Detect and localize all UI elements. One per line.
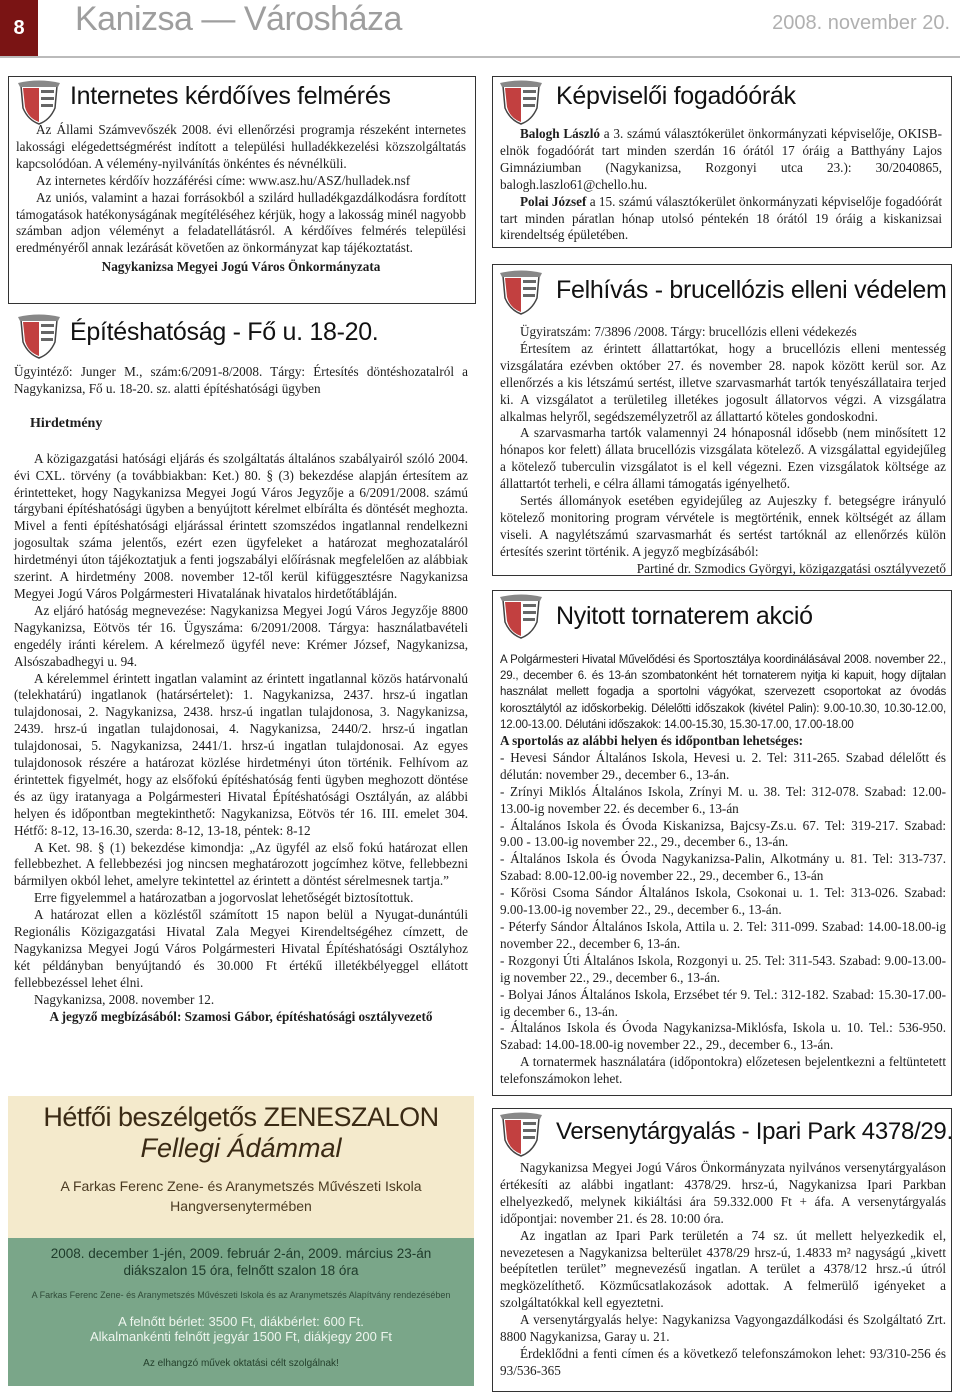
gym-item: - Általános Iskola és Óvoda Nagykanizsa-Palin, Alkotmány u. 81. Tel: 313-737. Szabad: 8.00-12.00-ig november 22., 29., december 6., 13-án bbox=[500, 851, 946, 884]
hirdetmeny-heading: Hirdetmény bbox=[30, 415, 103, 431]
building-authority-para: A közigazgatási hatósági eljárás és szolgáltatás általános szabályairól szóló 2004. évi CXL. törvény (a továbbiakban: Ket.) 80. § (3) bekezdése alapján értesítem az érintetteket, hogy Nagykanizsa Megyei Jogú Város Jegyzője a 6/2091/2008. számú tárgybani építéshatósági ügyben a benyújtott kérelmet elbírálta és döntését meghozta. Mivel a fenti építéshatósági eljárással érintett szomszédos ingatlannal rendelkezni jogosultak száma jelentős, ezért ezen ügyfeleket a határozat meghozataláról hirdetményi úton tájékoztatjuk a fenti jogszabályi előírásnak megfelelően az alábbiak szerint. A hirdetmény 2008. november 12-től kerül kifüggesztésre Nagykanizsa Megyei Jogú Város Polgármesteri Hivatalának hivatalos hirdetőtábláján. bbox=[14, 450, 468, 601]
building-authority-para: A határozat ellen a közléstől számított 15 napon belül a Nyugat-dunántúli Regionális Közigazgatási Hivatal Zala Megyei Kirendeltségéhez címzett, de Nagykanizsa Megyei Jogú Város Polgármesteri Hivatal Építéshatósági Osztályhoz két példányban benyújtandó és 30.000 Ft értékű illetékbélyeggel ellátott fellebbezéssel lehet élni. bbox=[14, 907, 468, 990]
rep-2-name: Polai József bbox=[520, 193, 587, 209]
auction-title: Versenytárgyalás - Ipari Park 4378/29. bbox=[556, 1118, 953, 1145]
auction-para: Nagykanizsa Megyei Jogú Város Önkormányzata nyilvános versenytárgyaláson értékesíti az alábbi ingatlant: 4378/29. hrsz-ú, Nagykanizsa Ipari Parkban elhelyezkedő, melynek kikiáltási ára 59.332.000 Ft + áfa. A versenytárgyalás időpontjai: november 21. és 28. 10:00 óra. bbox=[500, 1160, 946, 1226]
internet-survey-body bbox=[16, 122, 466, 276]
gym-item: - Általános Iskola és Óvoda Nagykanizsa-Miklósfa, Iskola u. 10. Tel.: 536-950. Szabad: 14.00-18.00-ig november 22., 29., december 6., 13-án. bbox=[500, 1020, 946, 1053]
brucellosis-title: Felhívás - brucellózis elleni védelem bbox=[556, 276, 947, 304]
crest-icon bbox=[498, 270, 544, 316]
gym-subheading: A sportolás az alábbi helyen és időpontban lehetséges: bbox=[500, 733, 803, 749]
gym-item: - Rozgonyi Úti Általános Iskola, Rozgonyi u. 25. Tel: 311-543. Szabad: 9.00-13.00-ig november 22., 29., december 6., 13-án. bbox=[500, 952, 946, 985]
building-authority-date: Nagykanizsa, 2008. november 12. bbox=[34, 991, 215, 1007]
internet-survey-para-3: Az uniós, valamint a hazai forrásokból a szilárd hulladékgazdálkodásra fordított támogatások hatékonyságának megítéléséhez kérjük, hogy a lakosság minél nagyobb számban adjon véleményt a feladatellátásról. A kérdőíves felmérés települési eredményéről annak lezárását követően az önkormányzat kap tájékoztatást. bbox=[16, 189, 466, 256]
rep-2-text: a 15. számú választókerület önkormányzati képviselője fogadóórát tart minden páratlan hónap utolsó péntekén 18 órától 19 óráig a kiskanizsai kirendeltség épületében. bbox=[500, 193, 942, 243]
issue-date: 2008. november 20. bbox=[772, 12, 950, 34]
crest-icon bbox=[16, 80, 62, 126]
internet-survey-link[interactable]: Az internetes kérdőív hozzáférési címe: www.asz.hu/ASZ/hulladek.nsf bbox=[36, 172, 411, 188]
brucellosis-para: Sertés állományok esetében egyidejűleg az Aujeszky f. betegségre irányuló kötelező monitoring program vérvétele is megtörténik, ennek költségét az állam viseli. A nagylétszámú szarvasmarhát és sertést tartóknál az ellenőrzés külön értesítés szerint történik. A jegyző megbízásából: bbox=[500, 493, 946, 559]
banner-footer: Az elhangzó művek oktatási célt szolgálnak! bbox=[143, 1358, 339, 1369]
internet-survey-para-1: Az Állami Számvevőszék 2008. évi ellenőrzési programja részeként internetes lakossági elégedettségmérést indított a települési hulladékkezelési közszolgáltatás kapcsolódóan. A vélemény-nyilvánítás önkéntes és névnélküli. bbox=[16, 122, 466, 171]
banner-line-4: Hangversenytermében bbox=[170, 1198, 312, 1214]
banner-bottom bbox=[8, 1238, 474, 1386]
building-authority-para: Erre figyelemmel a határozatban a jogorvoslat lehetőségét biztosítottuk. bbox=[34, 890, 414, 906]
gym-outro: A tornatermek használatára (időpontokra) előzetesen bejelentkezni a feltüntetett telefonszámokon lehet. bbox=[500, 1054, 946, 1087]
gym-intro: A Polgármesteri Hivatal Művelődési és Sportosztálya koordinálásával 2008. november 22., 29., december 6. és 13-án szombatonként hét tornaterem nyitja ki kapuit, hogy díjtalan használat mellett fogadja a sportolni vágyókat, szervezett csoportokat az óvodás korosztálytól az időskorbekig. Délelőtti időszakok (kivétel Palin): 9.00-10.30, 10.30-12.00, 12.00-13.00. Délutáni időszakok: 14.00-15.30, 15.30-17.00, 17.00-18.00 bbox=[500, 654, 946, 731]
banner-price-2: Alkalmankénti felnőtt jegyár 1500 Ft, diákjegy 200 Ft bbox=[89, 1329, 393, 1344]
banner-price-1: A felnőtt bérlet: 3500 Ft, diákbérlet: 600 Ft. bbox=[118, 1314, 364, 1329]
gym-item: - Általános Iskola és Óvoda Kiskanizsa, Bajcsy-Zs.u. 67. Tel: 319-217. Szabad: 9.00 - 13.00-ig november 22., 29., december 6., 13-án. bbox=[500, 817, 946, 850]
brucellosis-para: Ügyiratszám: 7/3896 /2008. Tárgy: brucellózis elleni védekezés bbox=[520, 324, 857, 339]
gym-item: - Hevesi Sándor Általános Iskola, Hevesi u. 2. Tel: 311-265. Szabad délelőtt és délután: november 29., december 6., 13-án. bbox=[500, 749, 946, 782]
page-title: Kanizsa — Városháza bbox=[75, 0, 402, 38]
gym-body bbox=[500, 652, 946, 1088]
rep-1-name: Balogh László bbox=[520, 126, 600, 141]
auction-body bbox=[500, 1160, 946, 1380]
crest-icon bbox=[498, 594, 544, 640]
crest-icon bbox=[498, 1112, 544, 1158]
auction-para: Érdeklődni a fenti címen és a következő telefonszámokon lehet: 93/310-256 és 93/536-365 bbox=[500, 1345, 946, 1378]
building-authority-para: Az eljáró hatóság megnevezése: Nagykanizsa Megyei Jogú Város Jegyzője 8800 Nagykanizsa, Eötvös tér 16. Ügyszáma: 6/2091/2008. Tárgya: használatbavételi engedély iránti kérelem. A kérelmező ügyfél neve: Krémer József, Nagykanizsa, Alsószabadhegyi u. 94. bbox=[14, 602, 468, 669]
building-authority-intro: Ügyintéző: Junger M., szám:6/2091-8/2008. Tárgy: Értesítés döntéshozatalról a Nagykanizsa, Fő u. 18-20. sz. alatti építéshatósági ügyben bbox=[14, 364, 468, 396]
representatives-body bbox=[500, 126, 942, 244]
banner-top bbox=[8, 1096, 474, 1238]
building-authority-body bbox=[14, 364, 468, 1026]
gym-item: - Zrínyi Miklós Általános Iskola, Zrínyi M. u. 38. Tel: 312-078. Szabad: 12.00- 13.00-ig november 22. és december 6., 13-án bbox=[500, 783, 946, 816]
banner-line-1: Hétfői beszélgetős ZENESZALON bbox=[43, 1102, 439, 1132]
banner-line-3: A Farkas Ferenc Zene- és Aranymetszés Művészeti Iskola bbox=[60, 1178, 422, 1194]
banner-line-2: Fellegi Ádámmal bbox=[140, 1133, 342, 1163]
gym-item: - Péterfy Sándor Általános Iskola, Attila u. 2. Tel: 311-099. Szabad: 14.00-18.00-ig november 22., december 6, 13-án. bbox=[500, 918, 946, 951]
auction-para: A versenytárgyalás helye: Nagykanizsa Vagyongazdálkodási és Szolgáltató Zrt. 8800 Nagykanizsa, Garay u. 21. bbox=[500, 1312, 946, 1345]
building-authority-para: A kérelemmel érintett ingatlan valamint az érintett ingatlannal közös határvonalú (telekhatárú) ingatlanok (határsértelet): 1. Nagykanizsa, 2437. hrsz-ú ingatlan tulajdonosai, 2. Nagykanizsa, 2438. hrsz-ú ingatlan tulajdonosa, 3. Nagykanizsa, 2439. hrsz-ú ingatlan tulajdonosai, 4. Nagykanizsa, 2440/2. hrsz-ú ingatlan tulajdonosai, 5. Nagykanizsa, 2441/1. hrsz-ú ingatlan tulajdonosai. Az egyes tulajdonosok részére a határozat közlése hirdetményi úton történik. Felhívom az érintettek figyelmét, hogy az elsőfokú építéshatóság fenti ügyben meghozott döntése és az ügy iratanyaga a Polgármesteri Hivatal Építéshatósági Osztályán, az alábbi helyen és időpontban megtekinthető: Nagykanizsa, Eötvös tér 16. III. emelet 304. Hétfő: 8-12, 13-16.30, szerda: 8-12, 13-18, péntek: 8-12 bbox=[14, 670, 468, 838]
page-number: 8 bbox=[0, 0, 38, 56]
building-authority-para: A Ket. 98. § (1) bekezdése kimondja: „Az ügyfél az első fokú határozat ellen fellebbezhet. A fellebbezési jog nincsen meghatározott jogcímhez kötve, fellebbezni bármilyen okból lehet, amelyre tekintettel az érintett a döntést sérelmesnek tartja.” bbox=[14, 839, 468, 889]
internet-survey-signature: Nagykanizsa Megyei Jogú Város Önkormányzata bbox=[101, 259, 381, 275]
gym-item: - Bolyai János Általános Iskola, Erzsébet tér 9. Tel.: 312-182. Szabad: 15.30-17.00-ig december 6., 13-án. bbox=[500, 986, 946, 1019]
zeneszalon-banner bbox=[8, 1096, 474, 1386]
crest-icon bbox=[498, 80, 544, 126]
internet-survey-title: Internetes kérdőíves felmérés bbox=[70, 82, 391, 110]
brucellosis-signature: Partiné dr. Szmodics Györgyi, közigazgatási osztályvezető bbox=[636, 560, 946, 576]
building-authority-signature: A jegyző megbízásából: Szamosi Gábor, építéshatósági osztályvezető bbox=[49, 1008, 433, 1024]
gym-title: Nyitott tornaterem akció bbox=[556, 602, 813, 630]
crest-icon bbox=[16, 314, 62, 360]
banner-times: diákszalon 15 óra, felnőtt szalon 18 óra bbox=[123, 1263, 359, 1278]
banner-dates: 2008. december 1-jén, 2009. február 2-án, 2009. március 23-án bbox=[50, 1246, 432, 1261]
header-rule bbox=[0, 56, 960, 58]
brucellosis-body bbox=[500, 324, 946, 578]
building-authority-title: Építéshatóság - Fő u. 18-20. bbox=[70, 318, 379, 346]
brucellosis-para: Értesítem az érintett állattartókat, hogy a brucellózis elleni mentesség vizsgálatára ezévben október 27. és november 28. napok között kerül sor. Az ellenőrzés a kis létszámú sertést, illetve szarvasmarhát tartók tenyészállataira terjed ki. A vizsgálatot a területileg illetékes jogosult állatorvos végzi. A vizsgálatra alkalmas helyről, segédszemélyzetről az állattartó köteles gondoskodni. bbox=[500, 340, 946, 424]
gym-item: - Kőrösi Csoma Sándor Általános Iskola, Csokonai u. 1. Tel: 313-026. Szabad: 9.00-13.00-ig november 22., 29., december 6., 13-án. bbox=[500, 885, 946, 918]
banner-support: A Farkas Ferenc Zene- és Aranymetszés Művészeti Iskola és az Aranymetszés Alapítvány rendezésében bbox=[31, 1290, 451, 1300]
brucellosis-para: A szarvasmarha tartók valamennyi 24 hónaposnál idősebb (nem minősített 12 hónapos kor felett) állata brucellózis vizsgálata kötelező. A vizsgálattal egyidejűleg a kötelező tuberculin vizsgálatot is el kell végezni. Ezen vizsgálatok költsége az állattartót terheli, e célra állami támogatás igényelhető. bbox=[500, 425, 946, 492]
rep-1-text: a 3. számú választókerület önkormányzati képviselője, OKISB-elnök fogadóórát tart minden szerdán 16 órától 17 óráig a Batthyány Lajos Gimnáziumban (Nagykanizsa, Rozgonyi utca 23.): 30/2040865, balogh.laszlo61@chello.hu. bbox=[500, 126, 942, 192]
auction-para: Az ingatlan az Ipari Park területén a 74 sz. út mellett helyezkedik el, nevezetesen a Nagykanizsa belterület 4378/29 hrsz-ú, 1.4833 m² nagyságú „kivett beépítetlen terület” megnevezésű ingatlan. A terület a 4378/12 hrsz.-ú útról megközelíthető. Közműcsatlakozások adottak. A felmerülő igényeket a szolgáltatókkal kell egyeztetni. bbox=[500, 1227, 946, 1311]
representatives-title: Képviselői fogadóórák bbox=[556, 82, 796, 110]
